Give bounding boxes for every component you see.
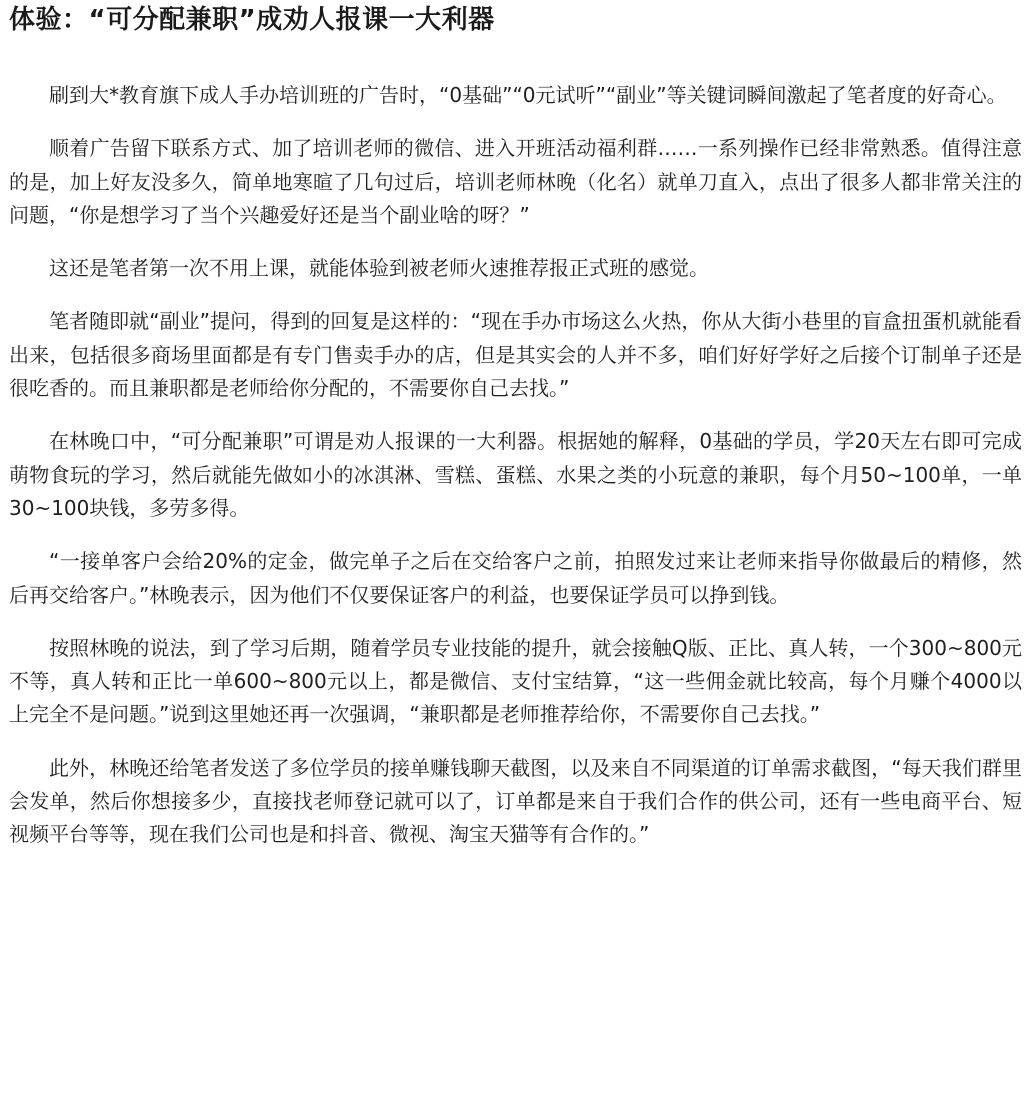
paragraph: 在林晚口中，“可分配兼职”可谓是劝人报课的一大利器。根据她的解释，0基础的学员，学20天左右即可完成萌物食玩的学习，然后就能先做如小的冰淇淋、雪糕、蛋糕、水果之类的小玩意的兼职，每个月50~100单，一单30~100块钱，多劳多得。 [9, 429, 1022, 520]
paragraph: 顺着广告留下联系方式、加了培训老师的微信、进入开班活动福利群……一系列操作已经非常熟悉。值得注意的是，加上好友没多久，简单地寒暄了几句过后，培训老师林晚（化名）就单刀直入，点出了很多人都非常关注的问题，“你是想学习了当个兴趣爱好还是当个副业啥的呀？” [9, 136, 1022, 227]
paragraph: 这还是笔者第一次不用上课，就能体验到被老师火速推荐报正式班的感觉。 [49, 256, 709, 281]
paragraph: 笔者随即就“副业”提问，得到的回复是这样的：“现在手办市场这么火热，你从大街小巷里的盲盒扭蛋机就能看出来，包括很多商场里面都是有专门售卖手办的店，但是其实会的人并不多，咱们好好学好之后接个订制单子还是很吃香的。而且兼职都是老师给你分配的，不需要你自己去找。” [9, 309, 1022, 401]
article-title: 体验：“可分配兼职”成劝人报课一大利器 [9, 5, 495, 35]
paragraph: 刷到大*教育旗下成人手办培训班的广告时，“0基础”“0元试听”“副业”等关键词瞬间激起了笔者度的好奇心。 [49, 83, 1007, 107]
article-body [9, 79, 1022, 852]
paragraph: 按照林晚的说法，到了学习后期，随着学员专业技能的提升，就会接触Q版、正比、真人转，一个300~800元不等，真人转和正比一单600~800元以上，都是微信、支付宝结算，“这一些佣金就比较高，每个月赚个4000以上完全不是问题。”说到这里她还再一次强调，“兼职都是老师推荐给你，不需要你自己去找。” [9, 635, 1022, 727]
paragraph: “一接单客户会给20%的定金，做完单子之后在交给客户之前，拍照发过来让老师来指导你做最后的精修，然后再交给客户。”林晚表示，因为他们不仅要保证客户的利益，也要保证学员可以挣到钱。 [9, 549, 1022, 607]
paragraph: 此外，林晚还给笔者发送了多位学员的接单赚钱聊天截图，以及来自不同渠道的订单需求截图，“每天我们群里会发单，然后你想接多少，直接找老师登记就可以了，订单都是来自于我们合作的供公司，还有一些电商平台、短视频平台等等，现在我们公司也是和抖音、微视、淘宝天猫等有合作的。” [9, 755, 1022, 847]
